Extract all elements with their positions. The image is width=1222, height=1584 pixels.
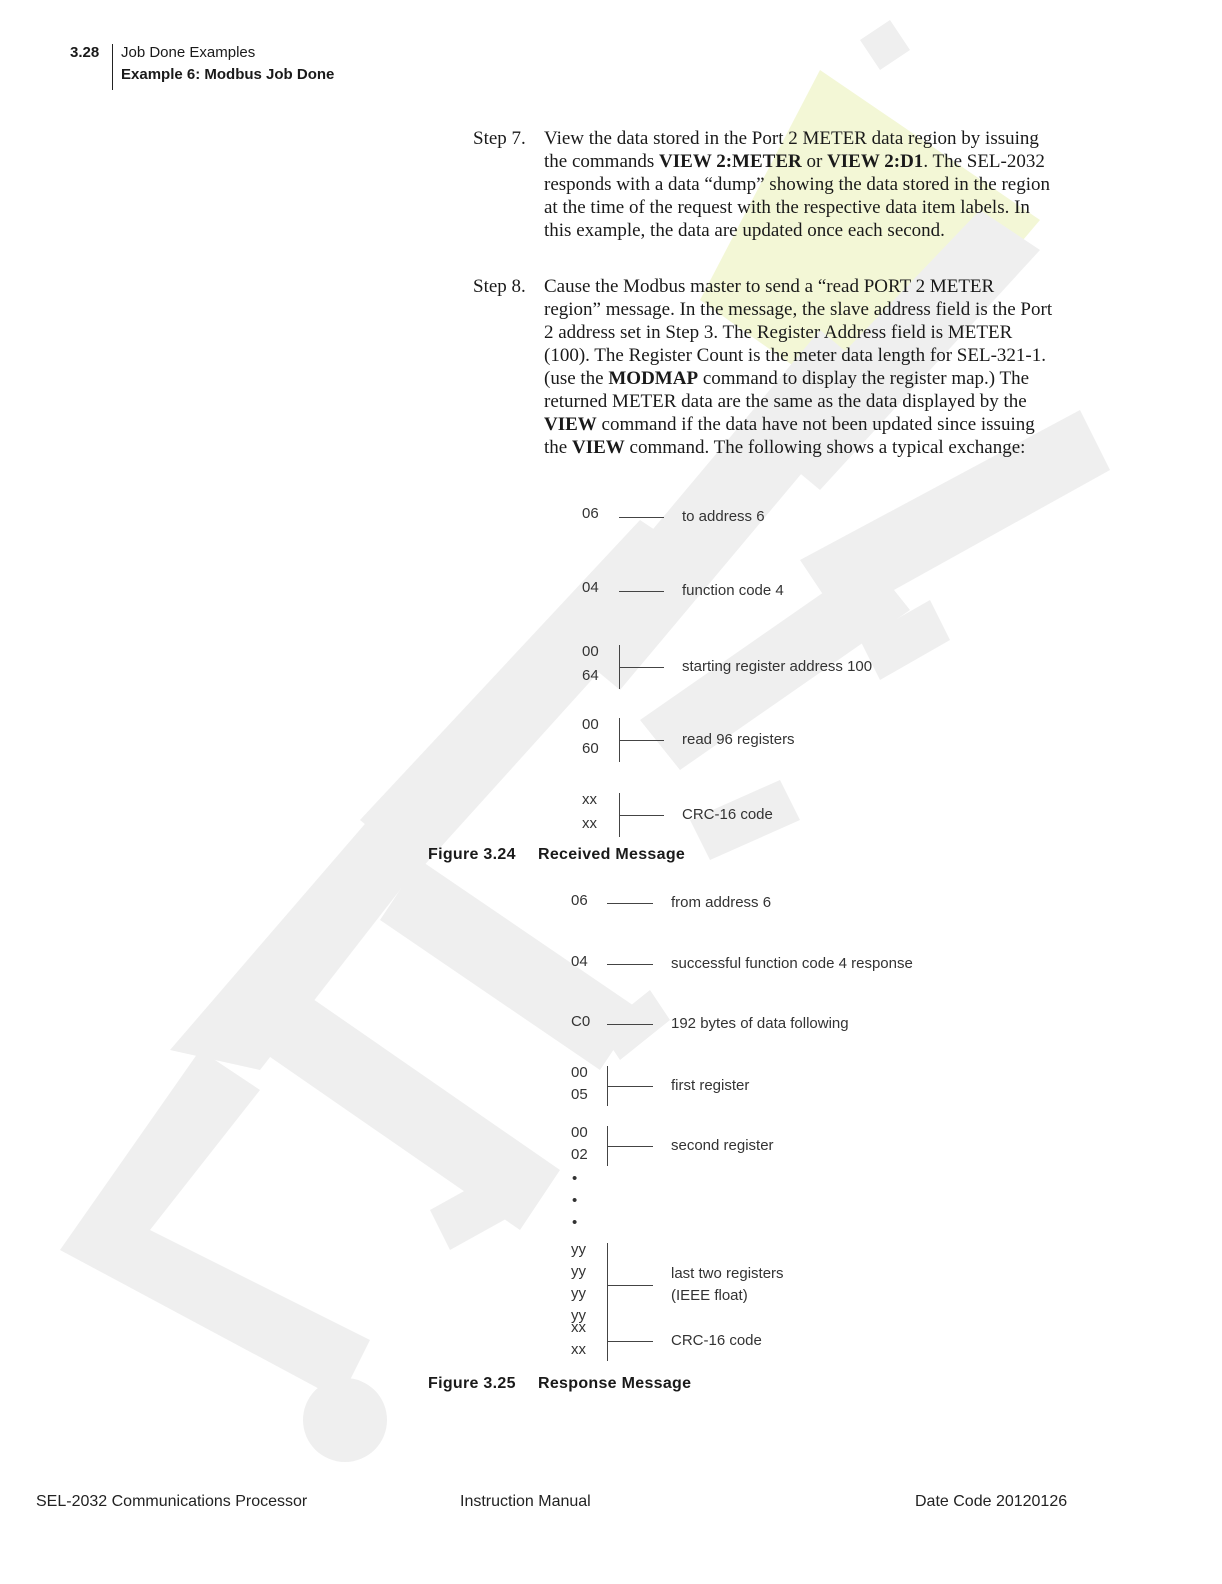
byte-value: 05: [571, 1086, 588, 1103]
ellipsis-dot: •: [572, 1192, 578, 1209]
field-description: read 96 registers: [682, 731, 795, 748]
field-description: starting register address 100: [682, 658, 873, 675]
field-description: 192 bytes of data following: [671, 1015, 849, 1032]
ellipsis-dot: •: [572, 1170, 578, 1187]
command-name: VIEW 2:METER: [659, 151, 802, 172]
byte-value: 00: [582, 643, 599, 660]
step-text: command. The following shows a typical exchange:: [624, 437, 1026, 458]
byte-value: 60: [582, 740, 599, 757]
byte-value: yy: [571, 1285, 586, 1302]
byte-value: 06: [582, 505, 599, 522]
byte-value: xx: [582, 791, 597, 808]
leader-line: [619, 667, 664, 668]
footer-date-code: Date Code 20120126: [915, 1493, 1068, 1510]
footer-doc-type: Instruction Manual: [460, 1493, 591, 1510]
byte-value: 04: [571, 953, 588, 970]
byte-value: 02: [571, 1146, 588, 1163]
step-7: [473, 127, 1053, 242]
figure-title: Received Message: [538, 846, 686, 863]
leader-line: [607, 903, 653, 904]
step-body: [544, 127, 1053, 242]
command-name: VIEW 2:D1: [827, 151, 924, 172]
leader-line: [619, 517, 664, 518]
leader-line: [607, 964, 653, 965]
command-name: VIEW: [571, 437, 625, 458]
step-8: [473, 275, 1053, 459]
field-description: (IEEE float): [671, 1287, 748, 1304]
step-body: [544, 275, 1053, 459]
step-text: Cause the Modbus master to send a “read PORT 2 METER region” message. In the message, the slave address field is the Port 2 address set in Step 3. The Register Address field is METER (100). The Register Count is the meter data length for SEL-321-1. (use the: [544, 276, 1053, 389]
byte-value: 64: [582, 667, 599, 684]
field-description: CRC-16 code: [682, 806, 773, 823]
byte-value: xx: [571, 1319, 586, 1336]
step-text: command to display the register map.) The returned METER data are the same as the data displayed by the: [544, 368, 1030, 412]
step-label: Step 7.: [473, 128, 526, 149]
leader-line: [619, 740, 664, 741]
field-description: successful function code 4 response: [671, 955, 913, 972]
page-number: 3.28: [70, 44, 100, 61]
field-description: second register: [671, 1137, 774, 1154]
leader-line: [607, 1285, 653, 1286]
byte-value: 00: [571, 1064, 588, 1081]
byte-value: xx: [582, 815, 597, 832]
step-text: . The SEL-2032 responds with a data “dump” showing the data stored in the region at the time of the request with the respective data item labels. In this example, the data are updated once each second.: [544, 151, 1051, 241]
leader-line: [607, 1146, 653, 1147]
command-name: VIEW: [544, 414, 597, 435]
step-text: command if the data have not been updated since issuing the: [544, 414, 1035, 458]
field-description: function code 4: [682, 582, 784, 599]
field-description: CRC-16 code: [671, 1332, 762, 1349]
figure-caption-response: [428, 1375, 691, 1393]
field-description: to address 6: [682, 508, 765, 525]
figure-number: Figure 3.25: [428, 1375, 516, 1392]
step-text: View the data stored in the Port 2 METER data region by issuing the commands: [544, 128, 1039, 172]
command-name: MODMAP: [608, 368, 699, 389]
byte-value: yy: [571, 1263, 586, 1280]
field-description: first register: [671, 1077, 750, 1094]
leader-line: [607, 1024, 653, 1025]
step-text: or: [801, 151, 828, 172]
field-description: last two registers: [671, 1265, 784, 1282]
leader-line: [619, 591, 664, 592]
header-divider: [112, 44, 113, 90]
ellipsis-dot: •: [572, 1214, 578, 1231]
byte-value: 04: [582, 579, 599, 596]
byte-value: yy: [571, 1241, 586, 1258]
byte-value: 06: [571, 892, 588, 909]
leader-line: [607, 1341, 653, 1342]
section-title: Job Done Examples: [121, 44, 256, 61]
subsection-title: Example 6: Modbus Job Done: [121, 66, 335, 83]
footer-product: SEL-2032 Communications Processor: [36, 1493, 308, 1510]
figure-caption-received: [428, 846, 685, 864]
byte-value: yy: [571, 1307, 586, 1324]
figure-title: Response Message: [538, 1375, 692, 1392]
byte-value: C0: [571, 1013, 591, 1030]
byte-value: xx: [571, 1341, 586, 1358]
figure-number: Figure 3.24: [428, 846, 516, 863]
step-label: Step 8.: [473, 276, 526, 297]
leader-line: [607, 1086, 653, 1087]
field-description: from address 6: [671, 894, 772, 911]
byte-value: 00: [582, 716, 599, 733]
byte-value: 00: [571, 1124, 588, 1141]
leader-line: [619, 815, 664, 816]
